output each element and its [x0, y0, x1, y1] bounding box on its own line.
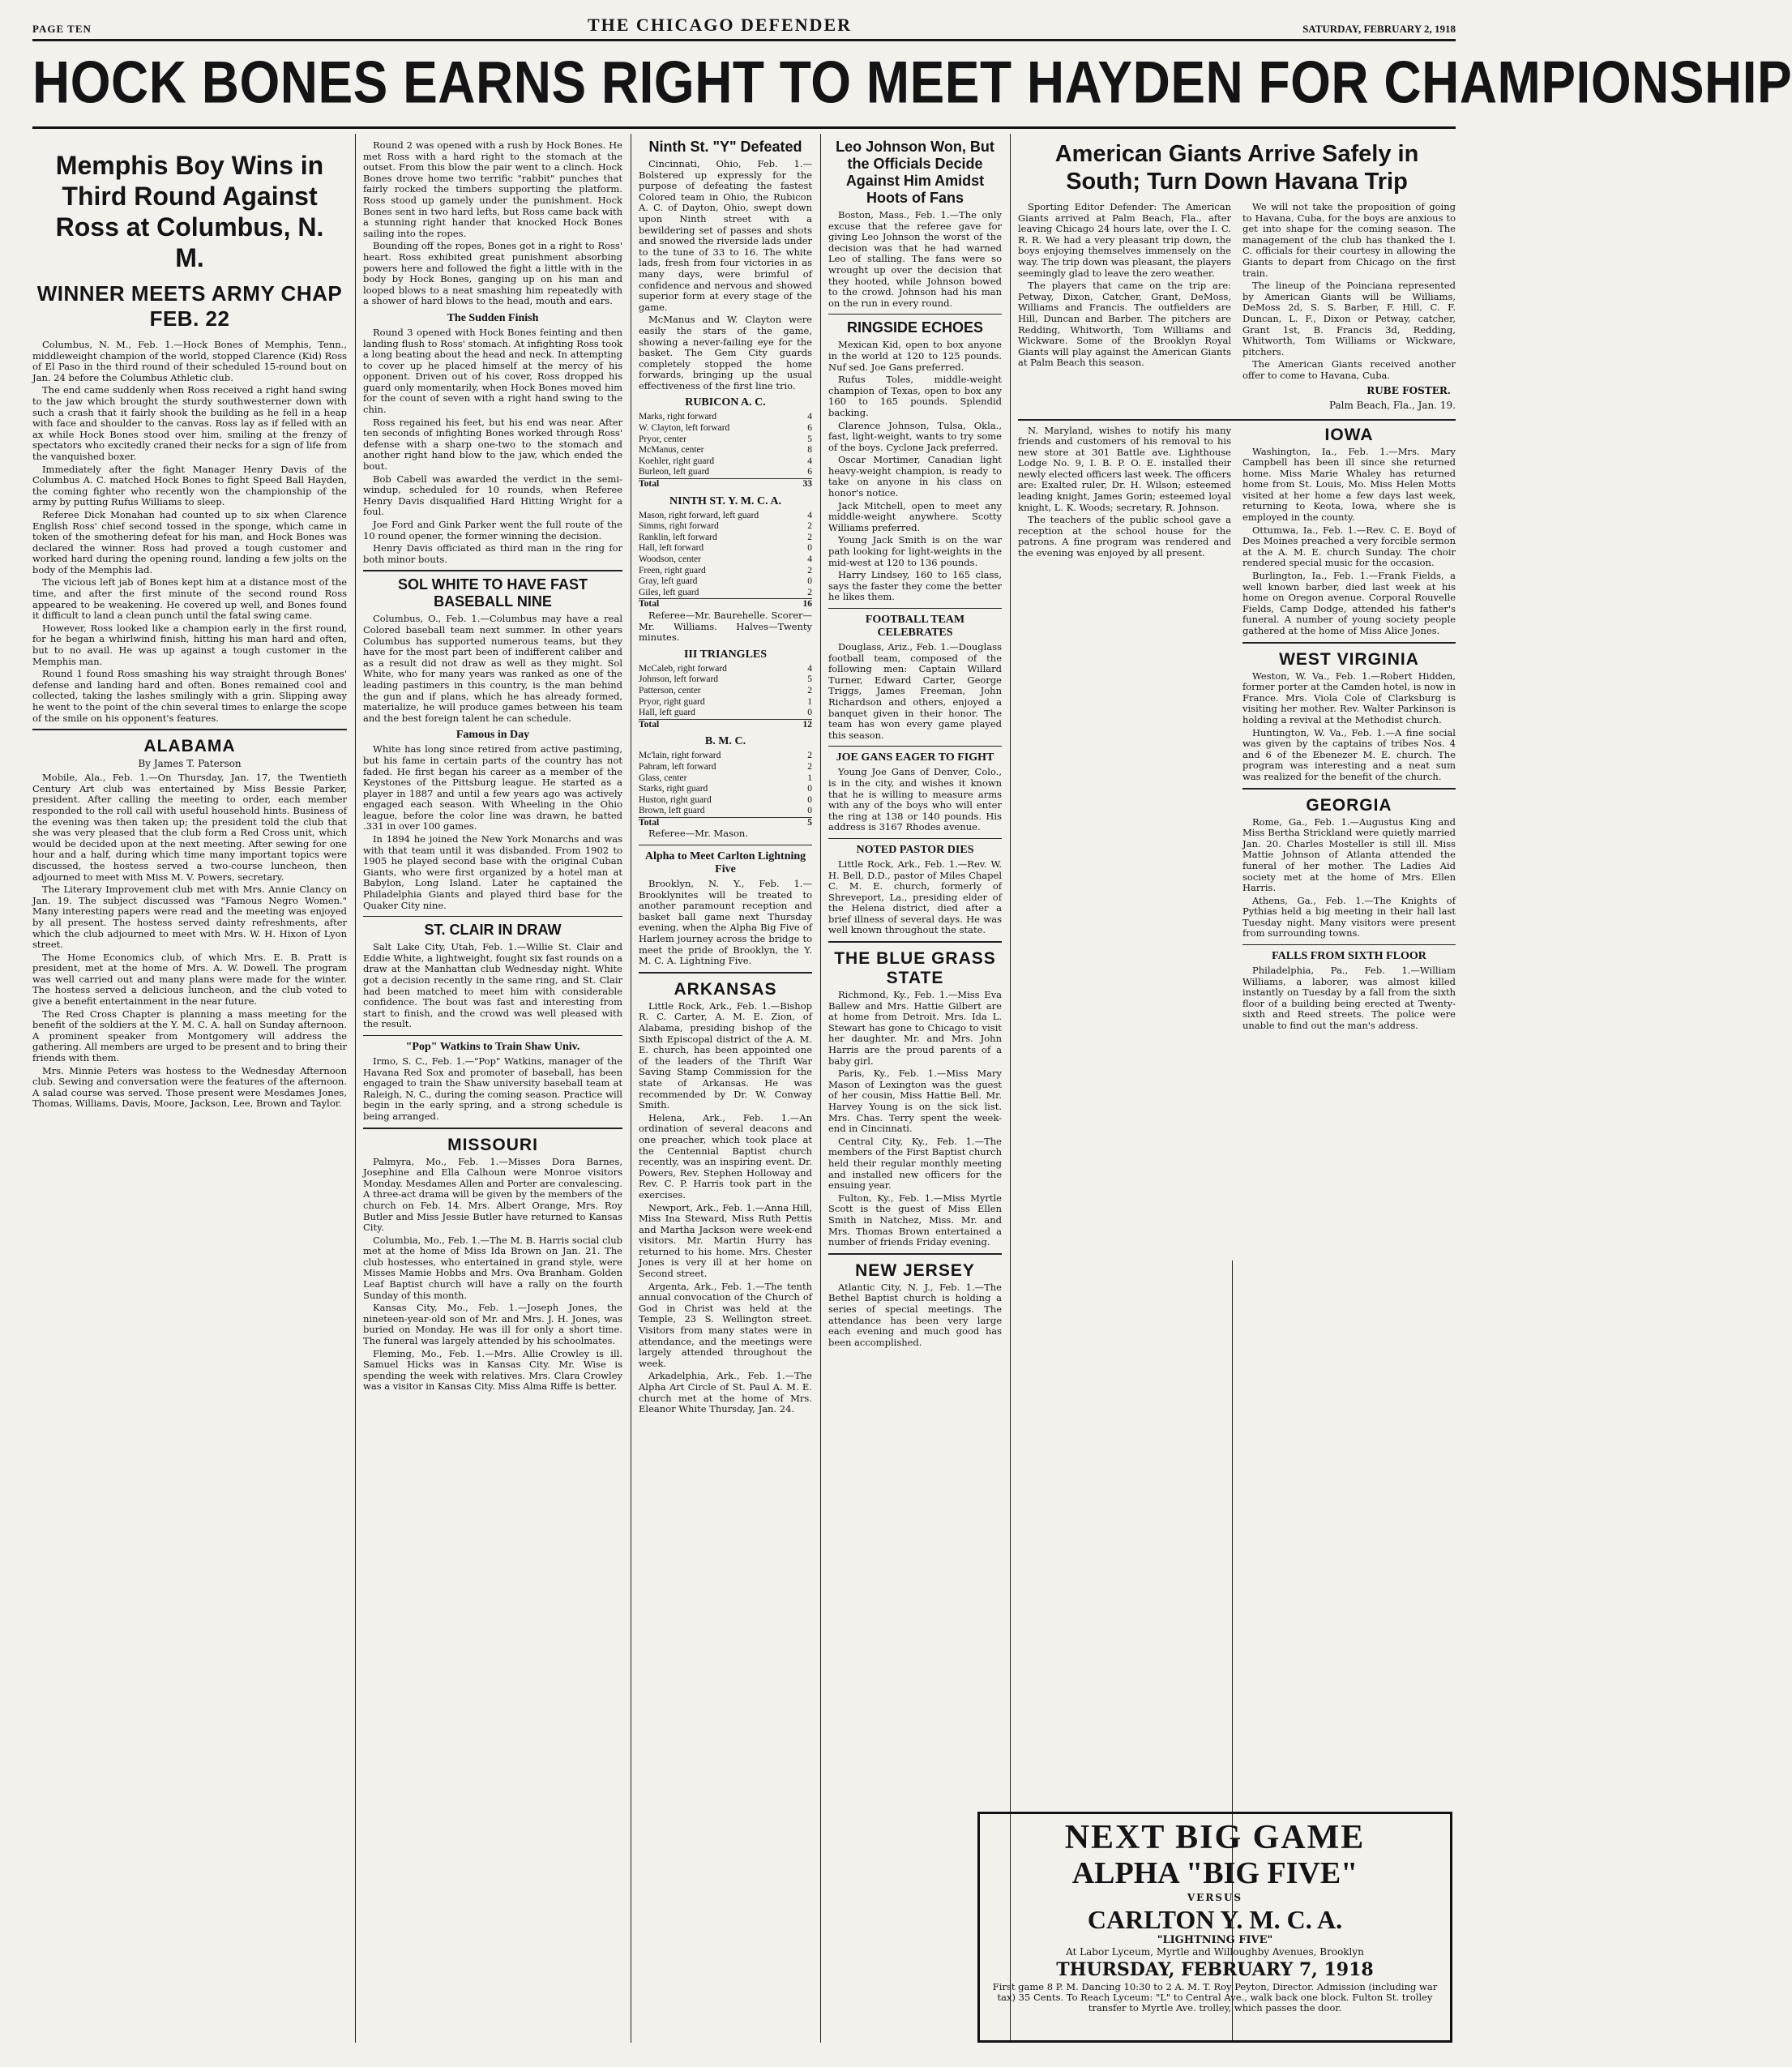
- state-heading: GEORGIA: [1306, 795, 1392, 815]
- article-paragraph: Bob Cabell was awarded the verdict in the semi-windup, scheduled for 10 rounds, when Referee Henry Davis disqualified Hard Hitting Wright for a foul.: [363, 473, 622, 518]
- ad-versus: VERSUS: [1187, 1892, 1243, 1903]
- article-paragraph: However, Ross looked like a champion early in the first round, for he began a whirlwind finish, hitting his man hard and often, but to no avail. He was up against a tough customer in the Memphis man.: [32, 622, 347, 667]
- article-headline: Leo Johnson Won, But the Officials Decide Against Him Amidst Hoots of Fans: [836, 139, 994, 206]
- news-item: Washington, Ia., Feb. 1.—Mrs. Mary Campbell has been ill since she returned home. Miss Marie Whaley has returned home from St. Louis, Mo. Miss Helen Motts visited at her home a few days last week, returning to Keota, Iowa, where she is employed in the county.: [1242, 445, 1456, 524]
- article-paragraph: Little Rock, Ark., Feb. 1.—Rev. W. H. Bell, D.D., pastor of Miles Chapel C. M. E. church, formerly of Shreveport, La., presiding elder of the Helena district, died after a brief illness of several days. He was well known throughout the state.: [828, 858, 1002, 936]
- player-cell: Giles, left guard: [639, 587, 699, 597]
- points-cell: 5: [807, 434, 812, 444]
- points-cell: 2: [807, 521, 812, 532]
- table-row: [639, 599, 812, 610]
- state-heading: THE BLUE GRASS STATE: [834, 949, 996, 988]
- news-item: Fulton, Ky., Feb. 1.—Miss Myrtle Scott is the guest of Miss Ellen Smith in Natchez, Miss. Mr. and Mrs. Thomas Brown entertained a number of friends Friday evening.: [828, 1192, 1002, 1248]
- points-cell: 1: [807, 772, 812, 783]
- table-row: [639, 434, 812, 446]
- section-rule: [639, 972, 812, 974]
- news-item: Columbia, Mo., Feb. 1.—The M. B. Harris social club met at the home of Miss Ida Brown on Jan. 21. The club hostesses, who entertained in grand style, were Misses Mamie Hobbs and Mrs. Ova Branham. Golden Leaf Baptist church will have a rally on the fourth Sunday of this month.: [363, 1234, 622, 1301]
- article-paragraph: The vicious left jab of Bones kept him at a distance most of the time, and after the first minute of the second round Ross appeared to be weakening. He covered up well, and Bones found it difficult to land a clean punch until the fatal swing came.: [32, 576, 347, 622]
- news-item: Mexican Kid, open to box anyone in the world at 120 to 125 pounds. Nuf sed. Joe Gans preferred.: [828, 339, 1002, 373]
- article-paragraph: Douglass, Ariz., Feb. 1.—Douglass football team, composed of the following men: Captain Willard Turner, Edward Carter, George Triggs, James Freeman, John Richardson and others, enjoyed a banquet given in their honor. The team has won every game played this season.: [828, 641, 1002, 741]
- table-row: [639, 795, 812, 807]
- section-rule: [1242, 642, 1456, 644]
- column-4: [828, 134, 1002, 2039]
- article-paragraph: Henry Davis officiated as third man in the ring for both minor bouts.: [363, 542, 622, 565]
- dateline: Palm Beach, Fla., Jan. 19.: [1328, 399, 1456, 411]
- article-paragraph: Young Joe Gans of Denver, Colo., is in the city, and wishes it known that he is willing to measure arms with any of the boys who will enter the ring at 138 or 140 pounds. His address is 3167 Rhodes avenue.: [828, 766, 1002, 833]
- column-1: [32, 134, 347, 2039]
- ad-team-2-nickname: "LIGHTNING FIVE": [1157, 1934, 1273, 1946]
- player-cell: Ranklin, left forward: [639, 532, 717, 542]
- player-cell: Marks, right forward: [639, 412, 717, 422]
- points-cell: 0: [807, 806, 812, 816]
- points-cell: 1: [807, 696, 812, 707]
- referee-line: Referee—Mr. Baurehelle. Scorer—Mr. Williams. Halves—Twenty minutes.: [639, 609, 812, 644]
- article-paragraph: Salt Lake City, Utah, Feb. 1.—Willie St. Clair and Eddie White, a lightweight, fought six fast rounds on a draw at the Manhattan club Wednesday night. White got a decision recently in the same ring, and St. Clair had been matched to meet him with considerable confidence. The bout was fast and interesting from start to finish, and the crowd was well pleased with the result.: [363, 941, 622, 1030]
- player-cell: Pryor, right guard: [639, 696, 705, 707]
- state-heading: IOWA: [1324, 425, 1374, 444]
- referee-line: Referee—Mr. Mason.: [648, 828, 748, 840]
- game-advertisement: [977, 1812, 1452, 2043]
- news-item: Atlantic City, N. J., Feb. 1.—The Bethel Baptist church is holding a series of special meetings. The attendance has been very large each evening and much good has been accomplished.: [828, 1281, 1002, 1348]
- table-row: [639, 697, 812, 708]
- article-subhead: The Sudden Finish: [447, 311, 539, 324]
- article-paragraph: Referee Dick Monahan had counted up to six when Clarence English Ross' chief second tossed in the sponge, which came in token of the smothering defeat for his man, and Hock Bones was declared the winner. Ross had proved a tough customer and worked hard during the opening round, landing a few jolts on the body of the Memphis lad.: [32, 508, 347, 576]
- table-row: [639, 445, 812, 456]
- article-paragraph: Cincinnati, Ohio, Feb. 1.—Bolstered up expressly for the purpose of defeating the fastest Colored team in Ohio, the Rubicon A. C. of Dayton, Ohio, swept down upon Ninth street with a bewildering set of passes and shots and snowed the riverside lads under to the tune of 33 to 16. The white lads, fresh from four victories in as many days, were brimful of confidence and nervous and showed superior form at every stage of the game.: [639, 158, 812, 313]
- article-headline: SOL WHITE TO HAVE FAST BASEBALL NINE: [397, 576, 588, 610]
- article-paragraph: Round 2 was opened with a rush by Hock Bones. He met Ross with a hard right to the stomach at the outset. From this blow the pair went to a clinch. Hock Bones drove home two terrific "rabbit" punches that fairly rocked the timbers supporting the platform. Ross stood up gamely under the punishment. Hock Bones sent in two hard lefts, but Ross came back with a stunning right hander that knocked Hock Bones sailing into the ropes.: [363, 139, 622, 239]
- news-item: Clarence Johnson, Tulsa, Okla., fast, light-weight, wants to try some of the boys. Cyclone Jack preferred.: [828, 419, 1002, 453]
- table-row: [639, 773, 812, 785]
- article-paragraph: We will not take the proposition of going to Havana, Cuba, for the boys are anxious to get into shape for the coming season. The management of the club has thanked the I. C. officials for their courtesy in allowing the Giants to depart from Chicago on the first train.: [1242, 201, 1456, 279]
- section-rule: [1018, 419, 1456, 421]
- signature: RUBE FOSTER.: [1366, 384, 1451, 396]
- player-cell: Burleon, left guard: [639, 467, 710, 477]
- table-row: [639, 543, 812, 554]
- article-paragraph: The American Giants received another offer to come to Havana, Cuba.: [1242, 358, 1456, 381]
- column-2: [363, 134, 622, 2039]
- news-item: Rufus Toles, middle-weight champion of Texas, open to box any 160 to 165 pounds. Splendid backing.: [828, 374, 1002, 418]
- table-row: [639, 664, 812, 675]
- table-row: [639, 751, 812, 762]
- player-cell: Pryor, center: [639, 434, 686, 444]
- player-cell: Total: [639, 479, 793, 490]
- news-item: Huntington, W. Va., Feb. 1.—A fine social was given by the captains of tribes Nos. 4 and 6 of the Ebenezer M. E. church. The program was interesting and a neat sum was realized for the benefit of the church.: [1242, 726, 1456, 782]
- ad-headline: NEXT BIG GAME: [1064, 1819, 1366, 1856]
- table-row: [639, 762, 812, 773]
- player-cell: Starks, right guard: [639, 784, 708, 794]
- article-paragraph: Immediately after the fight Manager Henry Davis of the Columbus A. C. matched Hock Bones to fight Speed Ball Hayden, the coming fighter who recently won the championship of the army by putting Rufus Williams to sleep.: [32, 463, 347, 508]
- ad-team-2: CARLTON Y. M. C. A.: [1087, 1905, 1343, 1934]
- table-row: [639, 806, 812, 817]
- box-score-table: [639, 664, 812, 731]
- section-rule: [363, 916, 622, 917]
- article-headline: RINGSIDE ECHOES: [846, 319, 984, 336]
- two-column-news: [1018, 426, 1456, 1032]
- box-score-title: B. M. C.: [704, 735, 746, 748]
- player-cell: Simms, right forward: [639, 521, 719, 532]
- issue-date: SATURDAY, FEBRUARY 2, 1918: [1302, 23, 1456, 35]
- box-score-table: [639, 751, 812, 828]
- news-item: Newport, Ark., Feb. 1.—Anna Hill, Miss Ina Steward, Miss Ruth Pettis and Martha Jackson were week-end visitors. Mr. Martin Hurry has returned to his home. Mrs. Chester Jones is very ill at her home on Second street.: [639, 1201, 812, 1280]
- section-rule: [828, 608, 1002, 609]
- article-paragraph: White has long since retired from active pastiming, but his fame in certain parts of the country has not faded. He first began his career as a member of the Keystones of the Pittsburg league. He started as a player in 1887 and until a few years ago was actively engaged each season. With Wheeling in the Ohio league, before the color line was drawn, he batted .331 in over 100 games.: [363, 743, 622, 832]
- points-cell: 2: [807, 565, 812, 576]
- box-score-table: [639, 412, 812, 490]
- points-cell: 2: [807, 532, 812, 542]
- column-rule: [355, 134, 356, 2043]
- player-cell: Hall, left guard: [639, 708, 695, 718]
- article-paragraph: Round 1 found Ross smashing his way straight through Bones' defense and landing hard and often. Bones remained cool and collected, taking the lashes smilingly with a grin. Slipping away he went to the point of the chin several times to enlarge the scope of the smile on his opponent's features.: [32, 668, 347, 724]
- player-cell: W. Clayton, left forward: [639, 423, 730, 434]
- table-row: [639, 674, 812, 686]
- news-item: Kansas City, Mo., Feb. 1.—Joseph Jones, the nineteen-year-old son of Mr. and Mrs. J. H. Jones, was buried on Monday. He was ill for only a short time. The funeral was largely attended by his schoolmates.: [363, 1302, 622, 1347]
- article-paragraph: Columbus, N. M., Feb. 1.—Hock Bones of Memphis, Tenn., middleweight champion of the world, stopped Clarence (Kid) Ross of El Paso in the third round of their scheduled 15-round bout on Jan. 24 before the Columbus Athletic club.: [32, 339, 347, 383]
- points-cell: 4: [807, 663, 812, 674]
- player-cell: Freen, right guard: [639, 565, 706, 576]
- folio-line: [32, 11, 1456, 41]
- player-cell: Patterson, center: [639, 685, 701, 695]
- table-row: [639, 533, 812, 544]
- article-paragraph: The end came suddenly when Ross received a right hand swing to the jaw which brought the sturdy southwesterner down with such a crash that it fairly shook the building as he fell in a heap with face and shoulder to the canvas. Ross lay as if felled with an ax while Hock Bones stood over him, smiling at the frenzy of spectators who excitedly craned their necks for a sign of life from the vanquished boxer.: [32, 384, 347, 462]
- news-item: Helena, Ark., Feb. 1.—An ordination of several deacons and one preacher, which took place at the Centennial Baptist church recently, was an inspiring event. Dr. Powers, Rev. Stephen Holloway and Rev. C. P. Harris took part in the exercises.: [639, 1111, 812, 1200]
- news-item: Palmyra, Mo., Feb. 1.—Misses Dora Barnes, Josephine and Ella Calhoun were Monroe visitors Monday. Mesdames Allen and Porter are convalescing. A three-act drama will be given by the members of the church on Feb. 14. Mrs. Albert Orange, Mrs. Roy Butler and Miss Jessie Butler have returned to Kansas City.: [363, 1155, 622, 1234]
- article-headline: FOOTBALL TEAM CELEBRATES: [865, 614, 965, 639]
- news-item: The Home Economics club, of which Mrs. E. B. Pratt is president, met at the home of Mrs. A. W. Dowell. The program was well carried out and many plans were made for the winter. The hostess served a delicious luncheon, and the club voted to give a benefit entertainment in the near future.: [32, 951, 347, 1008]
- player-cell: Glass, center: [639, 772, 687, 783]
- table-row: [639, 479, 812, 490]
- byline: By James T. Paterson: [138, 758, 242, 770]
- player-cell: Woodson, center: [639, 554, 701, 564]
- ad-date: THURSDAY, FEBRUARY 7, 1918: [1056, 1959, 1374, 1980]
- article-paragraph: The lineup of the Poinciana represented by American Giants will be Williams, DeMoss 2d, S. S. Barber, F. Hill, C. F. Duncan, L. F., Dixon or Petway, catcher, Grant 1st, B. Francis 3d, Redding, Whitworth, Tom Williams or Wickware, pitchers.: [1242, 280, 1456, 357]
- news-item: Rome, Ga., Feb. 1.—Augustus King and Miss Bertha Strickland were quietly married Jan. 20. Charles Mosteller is still ill. Miss Mattie Johnson of Atlanta attended the funeral of her mother. The Ladies Aid society met at the home of Mrs. Ellen Harris.: [1242, 815, 1456, 894]
- news-item: Athens, Ga., Feb. 1.—The Knights of Pythias held a big meeting in their hall last Tuesday night. Many visitors were present from surrounding towns.: [1242, 894, 1456, 939]
- article-headline: FALLS FROM SIXTH FLOOR: [1272, 950, 1426, 963]
- points-cell: 2: [807, 761, 812, 772]
- section-rule: [1242, 944, 1456, 945]
- points-cell: 4: [807, 554, 812, 564]
- player-cell: Total: [639, 719, 793, 730]
- news-item: The Red Cross Chapter is planning a mass meeting for the benefit of the soldiers at the Y. M. C. A. hall on Sunday afternoon. A prominent speaker from Montgomery will address the gathering. All members are urged to be present and to bring their friends with them.: [32, 1008, 347, 1064]
- news-item: Arkadelphia, Ark., Feb. 1.—The Alpha Art Circle of St. Paul A. M. E. church met at the home of Mrs. Eleanor White Thursday, Jan. 24.: [639, 1370, 812, 1415]
- section-rule: [32, 729, 347, 730]
- article-headline: Memphis Boy Wins in Third Round Against Ross at Columbus, N. M.: [55, 151, 324, 272]
- table-row: [639, 686, 812, 697]
- points-cell: 2: [807, 685, 812, 695]
- column-3: [639, 134, 812, 2039]
- news-item: The Literary Improvement club met with Mrs. Annie Clancy on Jan. 19. The subject discussed was "Famous Negro Women." Many interesting papers were read and the meeting was enjoyed by all present. The hostess served dainty refreshments, after which the club adjourned to meet with Mrs. W. H. Hixon of Lyon street.: [32, 884, 347, 951]
- article-paragraph: Sporting Editor Defender: The American Giants arrived at Palm Beach, Fla., after leaving Chicago 24 hours late, over the I. C. R. R. We had a very pleasant trip down, the boys enjoying themselves immensely on the way. The trip down was pleasant, the players seemingly glad to leave the zero weather.: [1018, 201, 1231, 279]
- points-cell: 5: [793, 817, 812, 828]
- article-paragraph: McManus and W. Clayton were easily the stars of the game, showing a never-failing eye for the basket. The Gem City guards completely stopped the home forwards, bringing up the usual effectiveness of the first line trio.: [639, 314, 812, 392]
- table-row: [639, 576, 812, 588]
- player-cell: Brown, left guard: [639, 806, 705, 816]
- article-paragraph: Irmo, S. C., Feb. 1.—"Pop" Watkins, manager of the Havana Red Sox and promoter of baseball, has been engaged to train the Shaw university baseball team at Raleigh, N. C., during the coming season. Practice will begin in the early spring, and a strong schedule is being arranged.: [363, 1055, 622, 1122]
- points-cell: 4: [807, 456, 812, 466]
- player-cell: McManus, center: [639, 445, 704, 456]
- table-row: [639, 708, 812, 719]
- article-paragraph: Joe Ford and Gink Parker went the full route of the 10 round opener, the former winning the decision.: [363, 519, 622, 541]
- banner-rule: [32, 126, 1456, 129]
- points-cell: 33: [793, 479, 812, 490]
- box-score-title: RUBICON A. C.: [685, 396, 766, 409]
- points-cell: 0: [807, 543, 812, 554]
- section-rule: [828, 838, 1002, 839]
- article-headline: NOTED PASTOR DIES: [856, 843, 974, 856]
- state-heading: ALABAMA: [143, 737, 236, 756]
- banner-headline: HOCK BONES EARNS RIGHT TO MEET HAYDEN FOR CHAMPIONSHIP: [32, 48, 1792, 116]
- player-cell: Total: [639, 817, 793, 828]
- article-headline: Ninth St. "Y" Defeated: [648, 139, 802, 155]
- points-cell: 16: [793, 599, 812, 610]
- table-row: [639, 521, 812, 533]
- article-headline: JOE GANS EAGER TO FIGHT: [836, 751, 994, 764]
- news-item: Oscar Mortimer, Canadian light heavy-weight champion, is ready to take on anyone in his class on honor's notice.: [828, 454, 1002, 499]
- column-rule: [1010, 134, 1011, 2043]
- points-cell: 5: [807, 674, 812, 685]
- news-item: Jack Mitchell, open to meet any middle-weight anywhere. Scotty Williams preferred.: [828, 499, 1002, 533]
- section-rule: [1242, 788, 1456, 790]
- points-cell: 6: [807, 467, 812, 477]
- player-cell: Pahram, left forward: [639, 761, 716, 772]
- column-5: [1018, 134, 1456, 1804]
- article-paragraph: Bounding off the ropes, Bones got in a right to Ross' heart. Ross exhibited great punishment absorbing powers here and followed the fight a little with in the body by Hock Bones, ganging up on his man and looped blows to a neat smashing him repeatedly with a shower of hard blows to the head, mouth and ears.: [363, 240, 622, 307]
- state-heading: NEW JERSEY: [855, 1260, 975, 1280]
- news-item: Mrs. Minnie Peters was hostess to the Wednesday Afternoon club. Sewing and conversation were the features of the afternoon. A salad course was served. Those present were Mesdames Jones, Thomas, Williams, Davis, Moore, Jackson, Lee, Brown and Taylor.: [32, 1064, 347, 1110]
- page-number: PAGE TEN: [32, 23, 92, 35]
- article-paragraph: Boston, Mass., Feb. 1.—The only excuse that the referee gave for giving Leo Johnson the worst of the decision was that he had warned Leo of stalling. The fans were so wrought up over the decision that they hooted, while Johnson bowed to the crowd. Johnson had his man on the run in every round.: [828, 209, 1002, 309]
- news-item: Mobile, Ala., Feb. 1.—On Thursday, Jan. 17, the Twentieth Century Art club was entertained by Miss Bessie Parker, president. After calling the meeting to order, each member responded to the roll call with useful household hints. Business of the evening was then taken up; the president told the club that she was very pleased that the club form a Red Cross unit, which would be decided upon at the next meeting. After sewing for one hour and a half, during which time many important topics were discussed, the hostess served a two-course luncheon, then adjourned to meet with Miss M. V. Powers, secretary.: [32, 772, 347, 883]
- section-rule: [828, 1253, 1002, 1255]
- article-paragraph: The players that came on the trip are: Petway, Dixon, Catcher, Grant, DeMoss, Williams and Francis. The outfielders are Hill, Duncan and Barber. The pitchers are Redding, Whitworth, Tom Williams and Wickware. Some of the Brooklyn Royal Giants will play against the American Giants at Palm Beach this season.: [1018, 280, 1231, 369]
- points-cell: 0: [807, 784, 812, 794]
- points-cell: 4: [807, 412, 812, 422]
- news-item: Burlington, Ia., Feb. 1.—Frank Fields, a well known barber, died last week at his home on Oregon avenue. Corporal Rouvelle Fields, Camp Dodge, attended his father's funeral. A number of young society people gathered at the home of Miss Alice Jones.: [1242, 570, 1456, 636]
- table-row: [639, 566, 812, 577]
- article-paragraph: Columbus, O., Feb. 1.—Columbus may have a real Colored baseball team next summer. In other years Columbus has supported numerous teams, but they have for the most part been of indifferent caliber and as a result did not draw as well as they might. Sol White, who for many years was ranked as one of the leading pastimers in this country, is the man behind the gun and if plans, which he has already formed, materialize, he will produce games between his team and the best foreign talent he can schedule.: [363, 613, 622, 724]
- article-paragraph: Ross regained his feet, but his end was near. After ten seconds of infighting Bones worked through Ross' defense with a sharp one-two to the stomach and another right hand blow to the jaw, which ended the bout.: [363, 416, 622, 473]
- table-row: [639, 511, 812, 522]
- points-cell: 12: [793, 719, 812, 730]
- paper-name: THE CHICAGO DEFENDER: [587, 15, 853, 35]
- news-item: Little Rock, Ark., Feb. 1.—Bishop R. C. Carter, A. M. E. Zion, of Alabama, presiding bishop of the Sixth Episcopal district of the A. M. E. church, has been appointed one of the leaders of the Thrift War Saving Stamp Commission for the state of Arkansas. He was recommended by Dr. W. Conway Smith.: [639, 999, 812, 1111]
- state-heading: WEST VIRGINIA: [1279, 649, 1419, 669]
- table-row: [639, 423, 812, 434]
- ad-details: First game 8 P. M. Dancing 10:30 to 2 A. M. T. Roy Peyton, Director. Admission (including war tax) 35 Cents. To Reach Lyceum: "L" to Central Ave., walk back one block. Fulton St. trolley transfer to Myrtle Ave. trolley, which passes the door.: [992, 1981, 1438, 2014]
- points-cell: 4: [807, 510, 812, 520]
- news-item: Fleming, Mo., Feb. 1.—Mrs. Allie Crowley is ill. Samuel Hicks was in Kansas City. Mr. Wise is spending the week with relatives. Mrs. Clara Crowley was a visitor in Kansas City. Miss Alma Riffe is better.: [363, 1347, 622, 1393]
- table-row: [639, 456, 812, 468]
- points-cell: 6: [807, 423, 812, 434]
- article-headline: ST. CLAIR IN DRAW: [424, 922, 562, 939]
- article-headline: American Giants Arrive Safely in South; Turn Down Havana Trip: [1054, 141, 1419, 195]
- news-item: Argenta, Ark., Feb. 1.—The tenth annual convocation of the Church of God in Christ was held at the Temple, 23 S. Wellington street. Visitors from many states were in attendance, and the meetings were largely attended throughout the week.: [639, 1280, 812, 1369]
- table-row: [639, 588, 812, 599]
- two-column-article: [1018, 202, 1456, 414]
- player-cell: Gray, left guard: [639, 576, 698, 587]
- player-cell: Total: [639, 599, 793, 610]
- news-item: Paris, Ky., Feb. 1.—Miss Mary Mason of Lexington was the guest of her cousin, Miss Hattie Bell. Mr. Harvey Young is on the sick list. Mrs. Chas. Terry spent the week-end in Cincinnati.: [828, 1068, 1002, 1135]
- news-item: Young Jack Smith is on the war path looking for light-weights in the mid-west at 120 to 136 pounds.: [828, 534, 1002, 568]
- state-heading: MISSOURI: [447, 1135, 538, 1154]
- section-rule: [363, 570, 622, 571]
- box-score-title: III TRIANGLES: [683, 648, 768, 661]
- section-rule: [363, 1128, 622, 1129]
- section-rule: [363, 1035, 622, 1036]
- player-cell: Mason, right forward, left guard: [639, 510, 759, 520]
- points-cell: 2: [807, 751, 812, 761]
- article-paragraph: In 1894 he joined the New York Monarchs and was with that team until it was disbanded. From 1902 to 1905 he played second base with the original Cuban Giants, who were first organized by a hotel man at Babylon, Long Island. Later he captained the Philadelphia Giants and played third base for the Quaker City nine.: [363, 833, 622, 911]
- points-cell: 2: [807, 587, 812, 597]
- section-rule: [828, 746, 1002, 747]
- news-item: The teachers of the public school gave a reception at the school house for the patrons. A fine program was rendered and the evening was enjoyed by all present.: [1018, 514, 1231, 559]
- column-rule: [820, 134, 821, 2043]
- table-row: [639, 554, 812, 566]
- article-headline: "Pop" Watkins to Train Shaw Univ.: [405, 1040, 580, 1053]
- article-paragraph: Brooklyn, N. Y., Feb. 1.—Brooklynites will be treated to another paramount reception and basket ball game next Thursday evening, when the Alpha Big Five of Harlem journey across the bridge to meet the pride of Brooklyn, the Y. M. C. A. Lightning Five.: [639, 878, 812, 967]
- player-cell: McCaleb, right forward: [639, 663, 727, 674]
- ad-team-1: ALPHA "BIG FIVE": [1071, 1856, 1358, 1890]
- table-row: [639, 784, 812, 795]
- table-row: [639, 719, 812, 730]
- news-item: N. Maryland, wishes to notify his many friends and customers of his removal to his new store at 301 Battle ave. Lighthouse Lodge No. 9, I. B. P. O. E. installed their newly elected officers last week. The officers are: Exalted ruler, Dr. H. Wilson; esteemed leading knight, James Gorin; esteemed loyal knight, L. K. Woods; secretary, R. Johnson.: [1018, 424, 1231, 513]
- points-cell: 0: [807, 576, 812, 587]
- state-heading: ARKANSAS: [674, 979, 777, 999]
- news-item: Philadelphia, Pa., Feb. 1.—William Williams, a laborer, was almost killed instantly on Tuesday by a fall from the sixth floor of a building being erected at Twenty-sixth and Reed streets. The police were unable to find out the man's address.: [1242, 965, 1456, 1032]
- points-cell: 8: [807, 445, 812, 456]
- player-cell: Mc'lain, right forward: [639, 751, 721, 761]
- player-cell: Johnson, left forward: [639, 674, 719, 685]
- article-subhead: WINNER MEETS ARMY CHAP FEB. 22: [36, 281, 343, 331]
- section-rule: [828, 941, 1002, 943]
- player-cell: Huston, right guard: [639, 794, 712, 805]
- news-item: Richmond, Ky., Feb. 1.—Miss Eva Ballew and Mrs. Hattie Gilbert are at home from Detroit. Mrs. Ida L. Stewart has gone to Chicago to visit her daughter. Mr. and Mrs. John Harris are the proud parents of a baby girl.: [828, 989, 1002, 1067]
- article-subhead: Famous in Day: [455, 729, 530, 742]
- news-item: Ottumwa, Ia., Feb. 1.—Rev. C. E. Boyd of Des Moines preached a very forcible sermon at the A. M. E. church Sunday. The choir rendered special music for the occasion.: [1242, 524, 1456, 569]
- news-item: Weston, W. Va., Feb. 1.—Robert Hidden, former porter at the Camden hotel, is now in France. Mrs. Viola Cole of Clarksburg is visiting her mother. Rev. Walter Parkinson is holding a revival at the Methodist church.: [1242, 670, 1456, 725]
- news-item: Central City, Ky., Feb. 1.—The members of the First Baptist church held their regular monthly meeting and installed new officers for the ensuing year.: [828, 1135, 1002, 1192]
- article-paragraph: Round 3 opened with Hock Bones feinting and then landing flush to Ross' stomach. At infighting Ross took a long beating about the head and neck. In attempting to cover up he placed himself at the mercy of his opponent. Driven out of his cover, Ross dropped his guard only momentarily, when Hock Bones moved him for the count of seven with a right hand swing to the chin.: [363, 326, 622, 416]
- ad-venue: At Labor Lyceum, Myrtle and Willoughby Avenues, Brooklyn: [1066, 1946, 1364, 1958]
- table-row: [639, 467, 812, 478]
- points-cell: 0: [807, 794, 812, 805]
- article-headline: Alpha to Meet Carlton Lightning Five: [644, 850, 806, 876]
- news-item: Harry Lindsey, 160 to 165 class, says the faster they come the better he likes them.: [828, 569, 1002, 603]
- table-row: [639, 817, 812, 828]
- player-cell: Koehler, right guard: [639, 456, 715, 466]
- player-cell: Hall, left forward: [639, 543, 704, 554]
- table-row: [639, 412, 812, 423]
- section-rule: [828, 314, 1002, 315]
- box-score-title: NINTH ST. Y. M. C. A.: [669, 494, 781, 507]
- points-cell: 0: [807, 708, 812, 718]
- box-score-table: [639, 511, 812, 610]
